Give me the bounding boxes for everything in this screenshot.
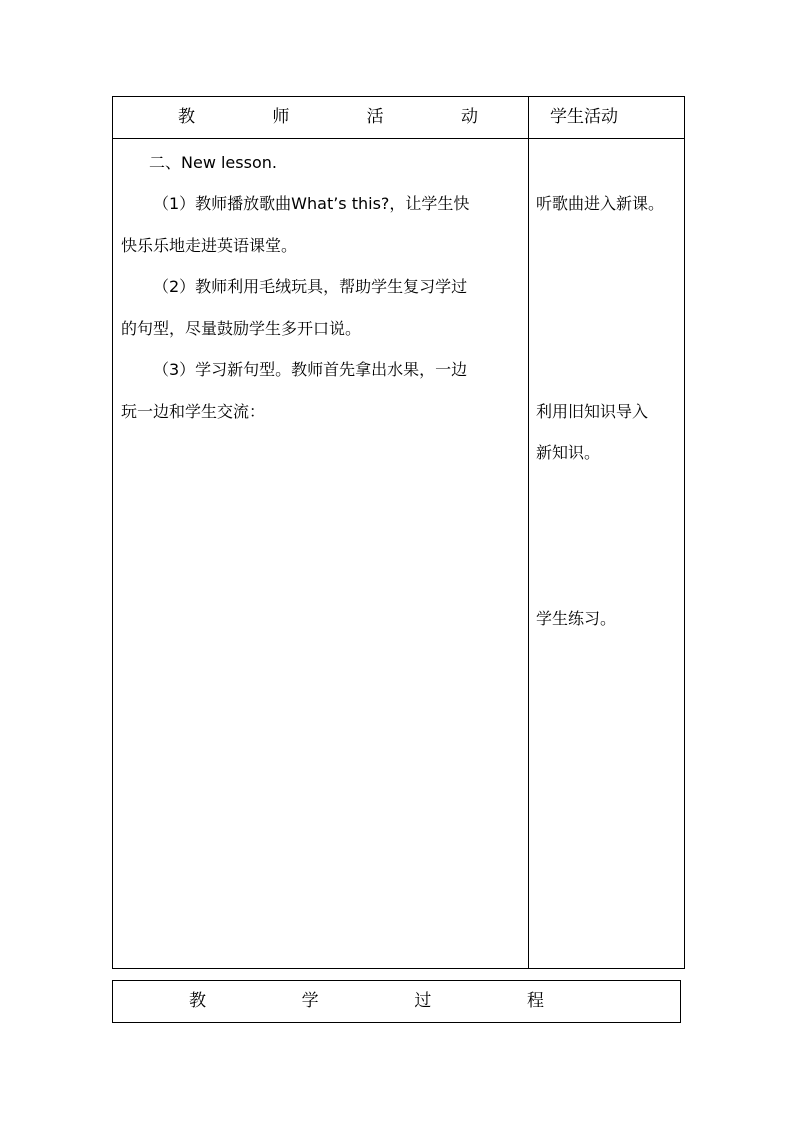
- teacher-line: （3）学习新句型。教师首先拿出水果，一边: [153, 360, 468, 379]
- student-line: 学生练习。: [536, 609, 617, 628]
- teacher-activity-header: [178, 97, 478, 138]
- teaching-process-title: [189, 981, 544, 1022]
- student-line: 新知识。: [536, 443, 601, 462]
- teacher-line: （2）教师利用毛绒玩具，帮助学生复习学过: [153, 277, 468, 296]
- student-line: 听歌曲进入新课。: [536, 194, 665, 213]
- process-title-char: 程: [526, 991, 544, 1011]
- process-title-char: 学: [301, 991, 319, 1011]
- student-activity-header: 学生活动: [550, 107, 618, 127]
- teacher-header-char: 动: [460, 107, 478, 127]
- teacher-line: （1）教师播放歌曲What’s this?，让学生快: [153, 194, 470, 213]
- teacher-line: 玩一边和学生交流：: [121, 402, 266, 421]
- process-title-char: 过: [414, 991, 432, 1011]
- lesson-table: [112, 96, 685, 969]
- teacher-header-char: 师: [272, 107, 290, 127]
- teaching-process-box: [112, 980, 681, 1023]
- teacher-header-char: 活: [366, 107, 384, 127]
- teacher-line: 二、New lesson.: [149, 153, 277, 172]
- teacher-header-char: 教: [178, 107, 195, 127]
- header-divider: [113, 138, 684, 139]
- teacher-line: 的句型，尽量鼓励学生多开口说。: [121, 319, 362, 338]
- student-line: 利用旧知识导入: [536, 402, 649, 421]
- process-title-char: 教: [189, 991, 206, 1011]
- column-divider: [528, 97, 529, 968]
- teacher-line: 快乐乐地走进英语课堂。: [121, 236, 298, 255]
